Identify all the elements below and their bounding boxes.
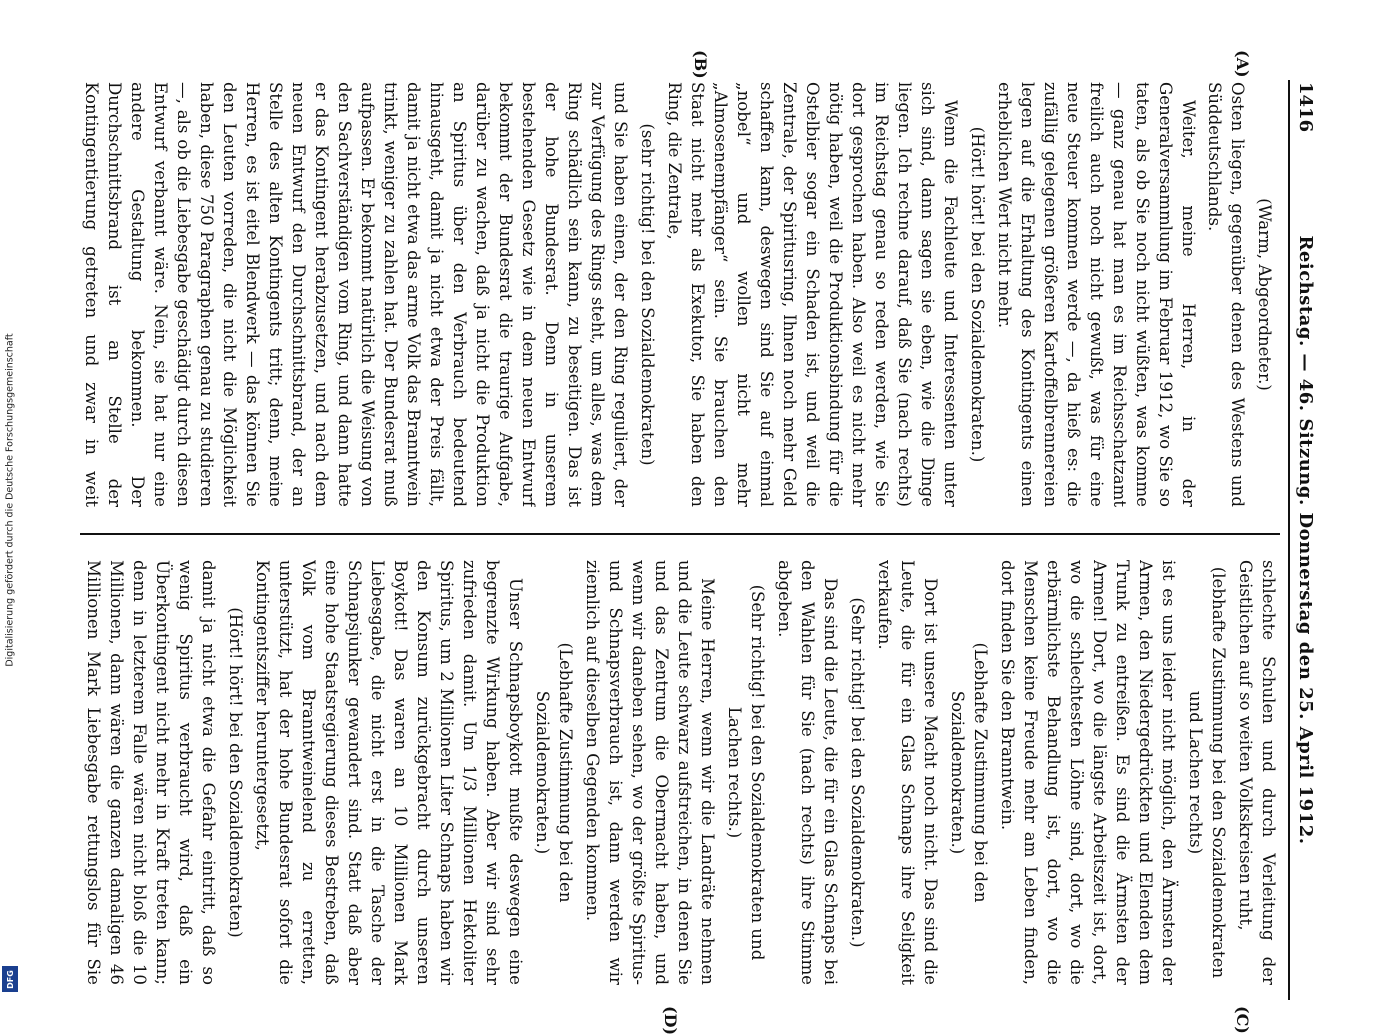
- paragraph: Meine Herren, wenn wir die Landräte nehmen und die Leute schwarz aufstreichen, in denen Sie und das Zentrum die Obermacht haben, und wenn wir daneben sehen, wo der größte Spiritus- und Schnapsverbrauch ist, dann werden wir ziemlich auf dieselben Gegenden kommen.: [583, 560, 717, 985]
- margin-letter-c: (C): [1233, 1006, 1252, 1034]
- paragraph: damit ja nicht etwa die Gefahr eintritt, daß so wenig Spiritus verbraucht wird, daß ein Überkontingent nicht mehr in Kraft treten kann; denn in letzterem Falle wären nicht bloß die 10 Millionen, dann wären die ganzen damaligen 46 Millionen Mark Liebesgabe rettungslos für Sie: [84, 560, 218, 985]
- running-title: Reichstag. — 46. Sitzung. Donnerstag den 25. April 1912.: [1295, 235, 1316, 845]
- page-header: [1288, 80, 1320, 1000]
- paragraph: Das sind die Leute, die für ein Glas Schnaps bei den Wahlen für Sie (nach rechts) ihre Stimme abgeben.: [775, 560, 840, 985]
- interjection: (lebhafte Zustimmung bei den Sozialdemokraten und Lachen rechts): [1186, 566, 1228, 979]
- paragraph: schlechte Schulen und durch Verleitung der Geistlichen auf so weiten Volkskreisen ruht,: [1236, 560, 1278, 985]
- left-column: [80, 82, 1280, 507]
- interjection: (Sehr richtig! bei den Sozialdemokraten.): [848, 597, 867, 948]
- paragraph: Unser Schnapsboykott mußte deswegen eine begrenzte Wirkung haben. Aber wir sind sehr zufrieden damit. Um 1/3 Millionen Hektoliter Spiritus, um 2 Millionen Liter Schnaps haben wir den Konsum zurückgebracht durch unseren Boykott! Das waren an 10 Millionen Mark Liebesgabe, die nicht erst in die Tasche der Schnapsjunker gewandert sind. Statt daß aber eine hohe Staatsregierung dieses Bestreben, daß Volk vom Branntweinelend zu erretten, unterstützt, hat der hohe Bundesrat sofort die Kontingentsziffer heruntergesetzt,: [253, 560, 525, 985]
- digitization-credit-strip: [0, 0, 20, 1000]
- paragraph: Dort ist unsere Macht noch nicht. Das sind die Leute, die für ein Glas Schnaps ihre Seligkeit verkaufen.: [875, 560, 940, 985]
- paragraph: Osten liegen, gegenüber denen des Westens und Süddeutschlands.: [1205, 82, 1247, 507]
- dfg-logo-icon: [2, 966, 18, 992]
- right-column: [80, 560, 1280, 985]
- digitization-credit-text: Digitalisierung gefördert durch die Deutsche Forschungsgemeinschaft: [4, 333, 16, 667]
- interjection: (Sehr richtig! bei den Sozialdemokraten und Lachen rechts.): [725, 584, 767, 961]
- margin-letter-b: (B): [691, 50, 710, 79]
- paragraph: Weiter, meine Herren, in der Generalversammlung im Februar 1912, wo Sie so taten, als ob Sie noch nicht wüßten, was komme — ganz genau hat man es im Reichsschatzamt freilich auch noch nicht gewußt, was für eine neue Steuer kommen werde —, da hieß es: die zufällig gelegenen größeren Kartoffelbrennereien legen auf die Erhaltung des Kontingents einen erheblichen Wert nicht mehr.: [995, 82, 1198, 507]
- interjection: (Hört! hört! bei den Sozialdemokraten): [226, 607, 245, 938]
- interjection: (Lebhafte Zustimmung bei den Sozialdemokraten.): [948, 642, 990, 903]
- document-page: [70, 50, 1320, 1035]
- paragraph: und Sie haben einen, der den Ring reguliert, der zur Verfügung des Rings steht, um alles, was dem Ring schädlich sein kann, zu beseitigen. Das ist der hohe Bundesrat. Denn in unserem bestehenden Gesetz wie in dem neuen Entwurf bekommt der Bundesrat die traurige Aufgabe, darüber zu wachen, daß ja nicht die Produktion an Spiritus über den Verbrauch bedeutend hinausgeht, damit ja nicht etwa der Preis fällt, damit ja nicht etwa das arme Volk das Branntwein trinkt, weniger zu zahlen hat. Der Bundesrat muß aufpassen. Er bekommt natürlich die Weisung von den Sachverständigen vom Ring, und dann hatte er das Kontingent herabzusetzen, und nach dem neuen Entwurf den Durchschnittsbrand, der an Stelle des alten Kontingents tritt; denn, meine Herren, es ist eitel Blendwerk — das können Sie den Leuten vorreden, die nicht die Möglichkeit haben, diese 750 Paragraphen genau zu studieren —, als ob die Liebesgabe geschädigt durch diesen Entwurf verbannt wäre. Nein, sie hat nur eine andere Gestaltung bekommen. Der Durchschnittsbrand ist an Stelle der Kontingentierung getreten und zwar in weit: [82, 82, 630, 507]
- margin-letter-d: (D): [661, 1006, 680, 1035]
- column-divider: [80, 533, 1280, 535]
- speaker-attribution: (Warm, Abgeordneter.): [1255, 198, 1274, 391]
- interjection: (Lebhafte Zustimmung bei den Sozialdemokraten.): [533, 642, 575, 903]
- page-number: 1416: [1295, 82, 1316, 133]
- interjection: (sehr richtig! bei den Sozialdemokraten): [638, 123, 657, 466]
- interjection: (Hört! hört! bei den Sozialdemokraten.): [968, 126, 987, 463]
- dfg-logo-text: DFG: [5, 969, 15, 989]
- margin-letter-a: (A): [1233, 50, 1252, 78]
- paragraph: ist es uns leider nicht möglich, den Ärmsten der Armen, den Niedergedrückten und Elenden dem Trunk zu entreißen. Es sind die Ärmsten der Armen! Dort, wo die längste Arbeitszeit ist, dort, wo die schlechtesten Löhne sind, dort, wo die erbärmlichste Behandlung ist, dort, wo die Menschen keine Freude mehr am Leben finden, dort finden Sie den Branntwein.: [998, 560, 1178, 985]
- paragraph: Wenn die Fachleute und Interessenten unter sich sind, dann sagen sie eben, wie die Dinge liegen. Ich rechne darauf, daß Sie (nach rechts) im Reichstag genau so reden werden, wie Sie dort gesprochen haben. Also weil es nicht mehr nötig haben, weil die Produktionsbindung für die Ostelbier sogar ein Schaden ist, und weil die Zentrale, der Spiritusring, Ihnen noch mehr Geld schaffen kann, deswegen sind Sie auf einmal „nobel“ und wollen nicht mehr „Almosenempfänger“ sein. Sie brauchen den Staat nicht mehr als Exekutor, Sie haben den Ring, die Zentrale,: [665, 82, 960, 507]
